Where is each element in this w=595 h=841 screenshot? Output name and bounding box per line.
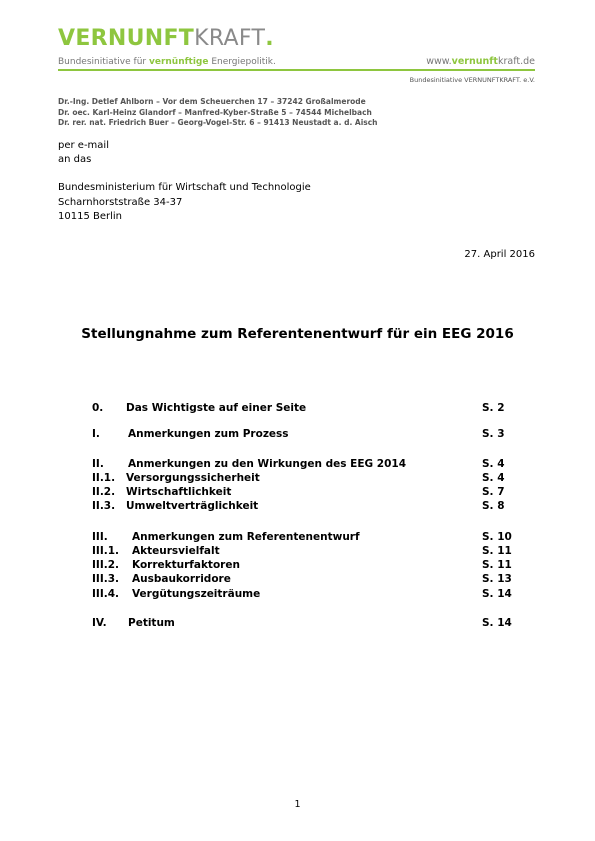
toc-number: II.1. (92, 472, 116, 484)
toc-number: III.3. (92, 573, 120, 585)
letter-date: 27. April 2016 (464, 249, 535, 260)
logo-part-2: KRAFT (194, 26, 266, 51)
website-pre: www. (426, 56, 452, 67)
website-highlight: vernunft (451, 56, 498, 67)
toc-page: S. 11 (482, 559, 512, 571)
toc-number: II.3. (92, 500, 116, 512)
document-title: Stellungnahme zum Referentenentwurf für ein EEG 2016 (81, 326, 514, 342)
tagline-pre: Bundesinitiative für (58, 57, 149, 67)
toc-entry (92, 486, 522, 500)
toc-title: Ausbaukorridore (132, 573, 231, 585)
recipient-name: Bundesministerium für Wirtschaft und Technologie (58, 182, 311, 194)
toc-title: Vergütungszeiträume (132, 588, 261, 600)
tagline (58, 57, 276, 67)
recipient-city: 10115 Berlin (58, 210, 123, 222)
toc-page: S. 11 (482, 545, 512, 557)
website-post: kraft.de (497, 56, 535, 67)
toc-page: S. 4 (482, 458, 505, 470)
toc-entry (92, 458, 522, 472)
toc-title: Anmerkungen zum Referentenentwurf (132, 531, 360, 543)
toc-title: Wirtschaftlichkeit (126, 486, 232, 498)
toc-entry (92, 559, 522, 573)
toc-title: Petitum (128, 617, 175, 629)
toc-number: II. (92, 458, 104, 470)
logo-part-1: VERNUNFT (58, 26, 195, 51)
toc-title: Umweltverträglichkeit (126, 500, 259, 512)
toc-page: S. 2 (482, 402, 505, 414)
toc-entry (92, 573, 522, 587)
sender-organization: Bundesinitiative VERNUNFTKRAFT. e.V. (409, 76, 535, 84)
toc-entry (92, 500, 522, 514)
toc-entry (92, 472, 522, 486)
toc-page: S. 4 (482, 472, 505, 484)
sender-address-line: Dr. oec. Karl-Heinz Glandorf – Manfred-Kyber-Straße 5 – 74544 Michelbach (58, 107, 372, 117)
toc-entry (92, 545, 522, 559)
toc-title: Anmerkungen zu den Wirkungen des EEG 2014 (128, 458, 406, 470)
toc-page: S. 10 (482, 531, 512, 543)
toc-number: III.1. (92, 545, 120, 557)
toc-entry (92, 617, 522, 631)
delivery-method: per e-mail (58, 140, 109, 151)
toc-entry (92, 531, 522, 545)
website-link[interactable] (426, 56, 535, 67)
toc-title: Akteursvielfalt (132, 545, 220, 557)
toc-number: IV. (92, 617, 107, 629)
toc-entry (92, 588, 522, 602)
toc-title: Versorgungssicherheit (126, 472, 260, 484)
page-number: 1 (294, 799, 301, 810)
letterhead-divider (58, 69, 535, 71)
toc-page: S. 13 (482, 573, 512, 585)
toc-number: I. (92, 428, 100, 440)
toc-page: S. 3 (482, 428, 505, 440)
toc-number: III.4. (92, 588, 120, 600)
toc-title: Korrekturfaktoren (132, 559, 240, 571)
toc-entry (92, 402, 522, 416)
sender-address-line: Dr. rer. nat. Friedrich Buer – Georg-Vogel-Str. 6 – 91413 Neustadt a. d. Aisch (58, 118, 378, 127)
toc-page: S. 14 (482, 588, 512, 600)
recipient-street: Scharnhorststraße 34-37 (58, 196, 183, 208)
toc-title: Anmerkungen zum Prozess (128, 428, 289, 440)
recipient-block (58, 139, 311, 224)
toc-entry (92, 428, 522, 442)
tagline-highlight: vernünftige (148, 57, 209, 67)
toc-number: II.2. (92, 486, 116, 498)
toc-title: Das Wichtigste auf einer Seite (126, 402, 307, 414)
vernunftkraft-logo (58, 28, 274, 50)
toc-page: S. 7 (482, 486, 505, 498)
toc-page: S. 14 (482, 617, 512, 629)
toc-page: S. 8 (482, 500, 505, 512)
toc-number: III. (92, 531, 108, 543)
tagline-post: Energiepolitik. (208, 57, 276, 67)
toc-number: 0. (92, 402, 104, 414)
recipient-prefix: an das (58, 154, 92, 166)
sender-addresses (58, 97, 378, 129)
logo-dot: . (265, 26, 274, 51)
toc-number: III.2. (92, 559, 120, 571)
sender-address-line: Dr.-Ing. Detlef Ahlborn – Vor dem Scheuerchen 17 – 37242 Großalmerode (58, 97, 366, 106)
